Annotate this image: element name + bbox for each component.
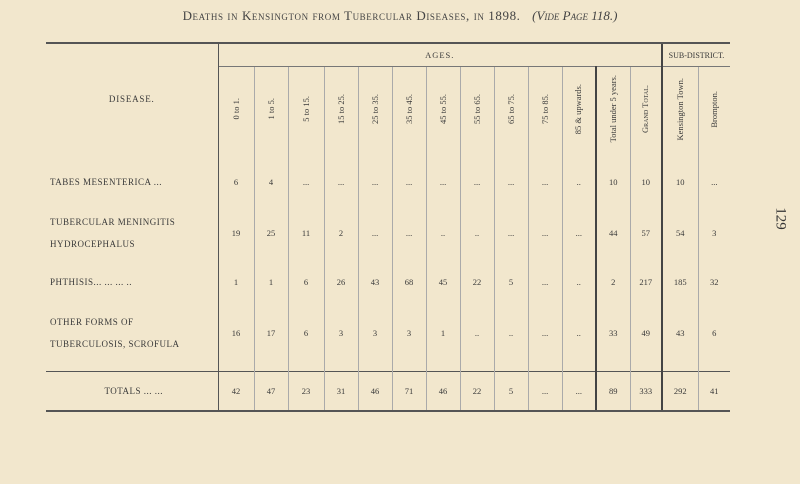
value-cell: 46 [426, 372, 460, 412]
value-cell: ... [528, 267, 562, 297]
value-cell: 1 [254, 267, 288, 297]
value-cell: .. [426, 211, 460, 255]
spacer-row [46, 153, 730, 167]
column-header [426, 67, 460, 154]
value-cell: ... [324, 167, 358, 197]
spacer-row [46, 297, 730, 311]
value-cell: 6 [288, 311, 324, 355]
column-header [288, 67, 324, 154]
disease-row [46, 167, 730, 197]
column-header-label: 5 to 15. [300, 96, 311, 122]
value-cell: 46 [358, 372, 392, 412]
value-cell: .. [460, 211, 494, 255]
value-cell: ... [494, 211, 528, 255]
column-header-label: 15 to 25. [335, 94, 346, 124]
column-header-label: 1 to 5. [265, 98, 276, 120]
value-cell: ... [562, 211, 596, 255]
value-cell: 6 [698, 311, 730, 355]
value-cell: 43 [358, 267, 392, 297]
value-cell: 3 [392, 311, 426, 355]
tuberculosis-deaths-table [46, 42, 730, 412]
column-header [218, 67, 254, 154]
column-header [662, 67, 698, 154]
value-cell: ... [528, 211, 562, 255]
column-header-label: 45 to 55. [437, 94, 448, 124]
value-cell: 22 [460, 372, 494, 412]
totals-row [46, 372, 730, 412]
value-cell: 31 [324, 372, 358, 412]
spacer-row [46, 197, 730, 211]
column-header-label: Kensington Town. [674, 77, 685, 141]
value-cell: 47 [254, 372, 288, 412]
value-cell: ... [528, 372, 562, 412]
value-cell: ... [392, 211, 426, 255]
value-cell: ... [358, 167, 392, 197]
value-cell: .. [494, 311, 528, 355]
value-cell: .. [562, 167, 596, 197]
column-header-label: Total under 5 years. [607, 75, 618, 143]
column-header-label: 35 to 45. [403, 94, 414, 124]
value-cell: 3 [358, 311, 392, 355]
value-cell: 5 [494, 267, 528, 297]
column-header [562, 67, 596, 154]
value-cell: 3 [324, 311, 358, 355]
disease-name-text: TOTALS ... ... [104, 386, 164, 396]
value-cell: 26 [324, 267, 358, 297]
column-header [358, 67, 392, 154]
value-cell: 25 [254, 211, 288, 255]
value-cell: 292 [662, 372, 698, 412]
value-cell: 6 [288, 267, 324, 297]
subdistrict-header: SUB-DISTRICT. [662, 43, 730, 67]
value-cell: ... [288, 167, 324, 197]
value-cell: 19 [218, 211, 254, 255]
value-cell: .. [562, 267, 596, 297]
value-cell: ... [358, 211, 392, 255]
disease-row [46, 311, 730, 355]
column-header-label: 85 & upwards. [573, 83, 584, 135]
value-cell: 1 [218, 267, 254, 297]
value-cell: 4 [254, 167, 288, 197]
value-cell: .. [460, 311, 494, 355]
value-cell: 5 [494, 372, 528, 412]
value-cell: 3 [698, 211, 730, 255]
value-cell: 68 [392, 267, 426, 297]
value-cell: 43 [662, 311, 698, 355]
header-row-top [46, 43, 730, 67]
value-cell: 1 [426, 311, 460, 355]
value-cell: 16 [218, 311, 254, 355]
value-cell: 10 [630, 167, 662, 197]
column-header-label: 75 to 85. [539, 94, 550, 124]
value-cell: 41 [698, 372, 730, 412]
column-header [254, 67, 288, 154]
column-header [630, 67, 662, 154]
value-cell: ... [698, 167, 730, 197]
value-cell: 2 [596, 267, 630, 297]
value-cell: 11 [288, 211, 324, 255]
value-cell: 333 [630, 372, 662, 412]
page-number: 129 [772, 207, 789, 230]
disease-name [46, 167, 218, 197]
column-header-label: 55 to 65. [471, 94, 482, 124]
value-cell: ... [392, 167, 426, 197]
column-header [460, 67, 494, 154]
value-cell: 217 [630, 267, 662, 297]
value-cell: 57 [630, 211, 662, 255]
column-header [596, 67, 630, 154]
value-cell: .. [562, 311, 596, 355]
value-cell: 17 [254, 311, 288, 355]
column-header-label: 65 to 75. [505, 94, 516, 124]
value-cell: 54 [662, 211, 698, 255]
disease-header: DISEASE. [46, 43, 218, 153]
value-cell: ... [426, 167, 460, 197]
spacer-row [46, 255, 730, 267]
disease-name [46, 267, 218, 297]
value-cell: ... [460, 167, 494, 197]
value-cell: 32 [698, 267, 730, 297]
ages-header: AGES. [218, 43, 662, 67]
value-cell: ... [494, 167, 528, 197]
value-cell: 10 [662, 167, 698, 197]
title-main: Deaths in Kensington from Tubercular Diseases, in 1898. [182, 8, 521, 23]
value-cell: ... [562, 372, 596, 412]
value-cell: 10 [596, 167, 630, 197]
value-cell: 71 [392, 372, 426, 412]
value-cell: ... [528, 167, 562, 197]
column-header [494, 67, 528, 154]
column-header [698, 67, 730, 154]
totals-label [46, 372, 218, 412]
value-cell: 23 [288, 372, 324, 412]
disease-name-text: PHTHISIS... ... ... .. [50, 277, 133, 287]
disease-name-text: TUBERCULAR MENINGITIS HYDROCEPHALUS [50, 217, 176, 249]
title-reference: (Vide Page 118.) [532, 8, 618, 23]
value-cell: 49 [630, 311, 662, 355]
value-cell: 22 [460, 267, 494, 297]
disease-name [46, 311, 218, 355]
column-header [528, 67, 562, 154]
value-cell: 42 [218, 372, 254, 412]
column-header-label: Grand Total. [640, 85, 651, 133]
disease-row [46, 267, 730, 297]
value-cell: 44 [596, 211, 630, 255]
disease-row [46, 211, 730, 255]
value-cell: 89 [596, 372, 630, 412]
column-header [324, 67, 358, 154]
disease-name-text: OTHER FORMS OF TUBERCULOSIS, SCROFULA [50, 317, 180, 349]
disease-name-text: TABES MESENTERICA ... [50, 177, 163, 187]
column-header-label: 0 to 1. [230, 98, 241, 120]
column-header [392, 67, 426, 154]
value-cell: ... [528, 311, 562, 355]
disease-name [46, 211, 218, 255]
value-cell: 45 [426, 267, 460, 297]
column-header-label: Brompton. [708, 90, 719, 128]
value-cell: 2 [324, 211, 358, 255]
value-cell: 185 [662, 267, 698, 297]
value-cell: 33 [596, 311, 630, 355]
value-cell: 6 [218, 167, 254, 197]
page-title [0, 8, 800, 24]
column-header-label: 25 to 35. [369, 94, 380, 124]
spacer-row [46, 355, 730, 372]
